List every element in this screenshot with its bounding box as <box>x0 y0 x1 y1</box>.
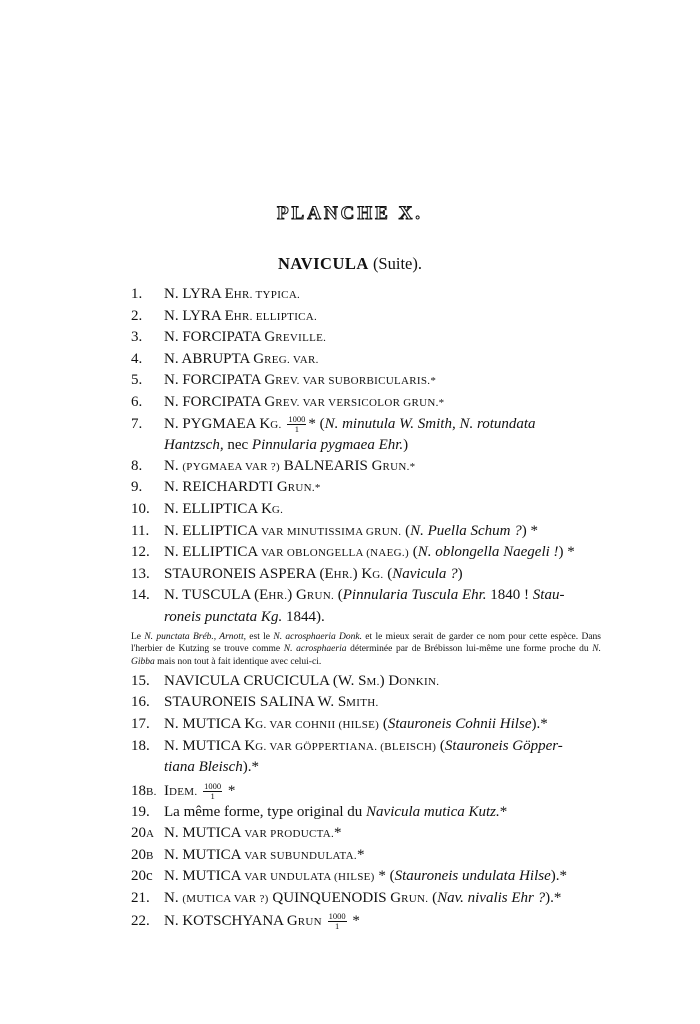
item-number: 11. <box>131 522 150 539</box>
item-number: 14. <box>131 587 150 604</box>
list-item: 10. N. ELLIPTICA KG. <box>131 499 601 521</box>
item-number: 7. <box>131 415 143 432</box>
list-item: 21. N. (MUTICA VAR ?) QUINQUENODIS GRUN. (Nav. nivalis Ehr ?).* <box>131 888 601 910</box>
item-number: 2. <box>131 307 143 324</box>
item-number: 13. <box>131 565 150 582</box>
list-item: 19. La même forme, type original du Navicula mutica Kutz.* <box>131 802 601 823</box>
list-item: 4. N. ABRUPTA GREG. VAR. <box>131 349 601 371</box>
list-item-continuation: tiana Bleisch).* <box>164 759 259 776</box>
section-suffix: (Suite). <box>372 254 422 273</box>
item-number: 9. <box>131 479 143 496</box>
item-number: 18. <box>131 737 150 754</box>
item-number: 1. <box>131 286 143 302</box>
item-number: 15. <box>131 672 150 689</box>
list-item: 22. N. KOTSCHYANA GRUN $\frac{1000}{1}$ * <box>131 911 360 932</box>
list-item: 20B N. MUTICA VAR SUBUNDULATA.* <box>131 845 601 867</box>
item-number: 16. <box>131 694 150 711</box>
magnification-fraction: $\frac{1000}{1}$ <box>204 780 222 801</box>
genus-name: NAVICULA <box>278 254 369 273</box>
list-item: 2. N. LYRA EHR. ELLIPTICA. <box>131 306 601 328</box>
list-item: 17. N. MUTICA KG. VAR COHNII (HILSE) (Stauroneis Cohnii Hilse).* <box>131 714 601 736</box>
section-heading <box>0 254 700 274</box>
list-item: 3. N. FORCIPATA GREVILLE. <box>131 327 601 349</box>
list-item: 20c N. MUTICA VAR UNDULATA (HILSE) * (Stauroneis undulata Hilse).* <box>131 866 601 888</box>
list-item: 20A N. MUTICA VAR PRODUCTA.* <box>131 823 601 845</box>
list-item: 6. N. FORCIPATA GREV. VAR VERSICOLOR GRUN.* <box>131 392 601 414</box>
list-item: 16. STAURONEIS SALINA W. SMITH. <box>131 692 601 714</box>
list-item: 8. N. (PYGMAEA VAR ?) BALNEARIS GRUN.* <box>131 456 601 478</box>
item-number: 5. <box>131 372 143 389</box>
footnote: Le N. punctata Bréb., Arnott, est le N. acrosphaeria Donk. et le mieux serait de garder ce nom pour cette espèce. Dans l'herbier de Kutzing se trouve comme N. acrosphaeria déterminée par de Brébisson lui-même une forme proche du N. Gibba mais non tout à fait identique avec celui-ci. <box>131 631 602 668</box>
list-item: 18. N. MUTICA KG. VAR GÖPPERTIANA. (BLEISCH) (Stauroneis Göpper- <box>131 736 601 758</box>
list-item: 18B. IDEM. $\frac{1000}{1}$ * <box>131 780 236 801</box>
item-number: 20c <box>131 868 153 885</box>
item-number: 22. <box>131 913 150 930</box>
list-item: 12. N. ELLIPTICA VAR OBLONGELLA (NAEG.) (N. oblongella Naegeli !) * <box>131 542 601 564</box>
list-item: 14. N. TUSCULA (EHR.) GRUN. (Pinnularia Tuscula Ehr. 1840 ! Stau- <box>131 585 601 607</box>
item-number: 12. <box>131 544 150 561</box>
magnification-fraction: $\frac{1000}{1}$ <box>328 911 346 932</box>
list-item: 1. N. LYRA EHR. TYPICA. <box>131 284 601 306</box>
item-number: 19. <box>131 804 150 821</box>
item-number: 4. <box>131 350 143 367</box>
list-item: 5. N. FORCIPATA GREV. VAR SUBORBICULARIS.* <box>131 370 601 392</box>
item-number: 17. <box>131 716 150 733</box>
item-number: 3. <box>131 329 143 346</box>
magnification-fraction: $\frac{1000}{1}$ <box>288 413 306 434</box>
item-number: 18B. <box>131 782 157 799</box>
species-list <box>131 284 601 933</box>
list-item: 15. NAVICULA CRUCICULA (W. SM.) DONKIN. <box>131 671 601 693</box>
item-number: 20A <box>131 825 155 842</box>
item-number: 21. <box>131 889 150 906</box>
list-item: 11. N. ELLIPTICA VAR MINUTISSIMA GRUN. (N. Puella Schum ?) * <box>131 521 601 543</box>
list-item-continuation: Hantzsch, nec Pinnularia pygmaea Ehr.) <box>164 437 409 454</box>
item-number: 8. <box>131 457 143 474</box>
list-item-continuation: roneis punctata Kg. 1844). <box>164 608 325 625</box>
item-number: 10. <box>131 500 150 517</box>
list-item: 9. N. REICHARDTI GRUN.* <box>131 477 601 499</box>
list-item: 7. N. PYGMAEA KG. $\frac{1000}{1}$ * (N. minutula W. Smith, N. rotundata <box>131 413 536 434</box>
item-number: 6. <box>131 393 143 410</box>
item-number: 20B <box>131 846 154 863</box>
plate-title: PLANCHE X. <box>276 203 424 224</box>
list-item: 13. STAURONEIS ASPERA (EHR.) KG. (Navicula ?) <box>131 564 601 586</box>
